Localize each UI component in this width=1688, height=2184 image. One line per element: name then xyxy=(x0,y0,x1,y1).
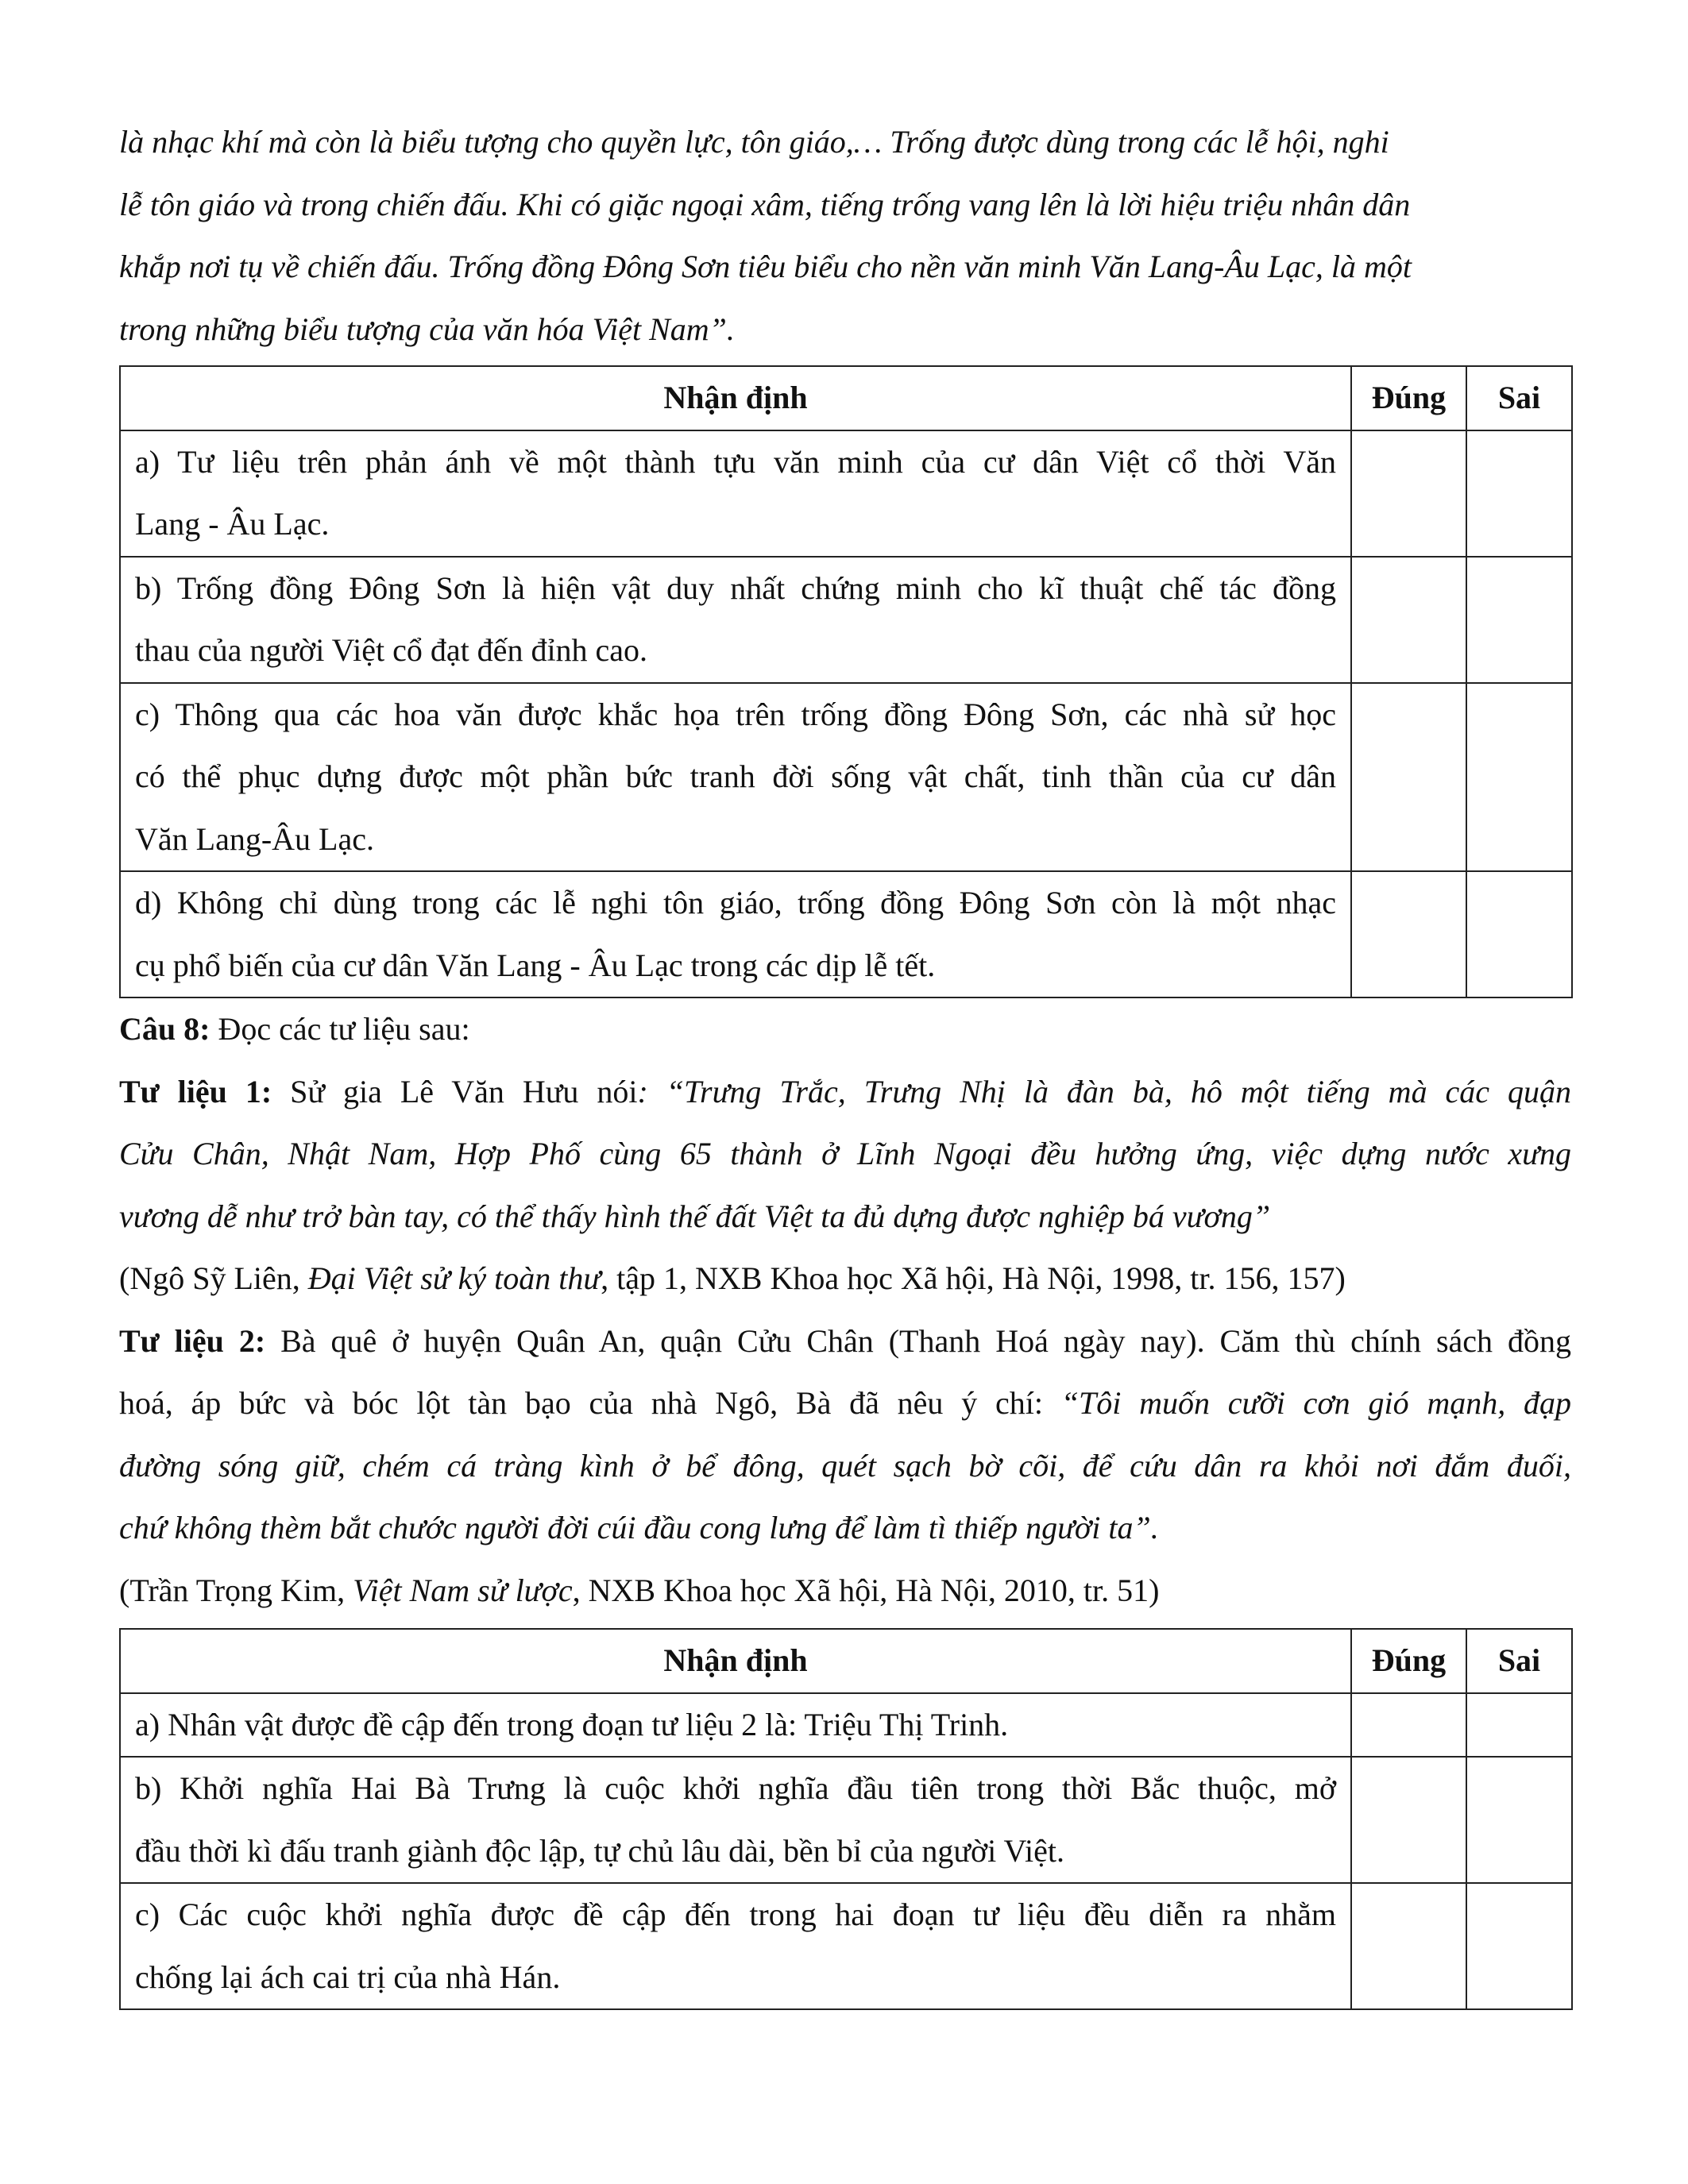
statement-line: chống lại ách cai trị của nhà Hán. xyxy=(135,1958,561,1995)
statement-line: có thể phục dựng được một phần bức tranh đời sống vật chất, tinh thần của cư dân xyxy=(135,758,1336,794)
statement-line: a) Tư liệu trên phản ánh về một thành tựu văn minh của cư dân Việt cổ thời Văn xyxy=(135,443,1336,480)
intro-line: trong những biểu tượng của văn hóa Việt Nam”. xyxy=(119,311,735,347)
true-answer-cell[interactable] xyxy=(1351,1883,1466,2009)
statement-line: Lang - Âu Lạc. xyxy=(135,506,330,542)
false-answer-cell[interactable] xyxy=(1466,1883,1572,2009)
true-answer-cell[interactable] xyxy=(1351,683,1466,872)
statement-line: c) Thông qua các hoa văn được khắc họa trên trống đồng Đông Sơn, các nhà sử học xyxy=(135,696,1336,732)
question-8 xyxy=(119,998,1571,1061)
source-2-citation xyxy=(119,1560,1571,1623)
true-answer-cell[interactable] xyxy=(1351,1693,1466,1758)
statement-cell xyxy=(120,871,1351,997)
table-row xyxy=(120,1883,1572,2009)
source-1-intro: Sử gia Lê Văn Hưu nói xyxy=(272,1073,638,1109)
statement-cell xyxy=(120,1883,1351,2009)
source-1-label: Tư liệu 1: xyxy=(119,1073,272,1109)
intro-paragraph xyxy=(119,111,1571,361)
question-text: Đọc các tư liệu sau: xyxy=(210,1011,470,1047)
document-page xyxy=(119,111,1571,2010)
source-1 xyxy=(119,1061,1571,1310)
table-header-row xyxy=(120,1629,1572,1693)
citation-author: (Ngô Sỹ Liên, xyxy=(119,1260,308,1296)
source-1-quote-line: Cửu Chân, Nhật Nam, Hợp Phố cùng 65 thành ở Lĩnh Ngoại đều hưởng ứng, việc dựng nước xưng xyxy=(119,1136,1571,1171)
source-2-quote: “Tôi muốn cưỡi cơn gió mạnh, đạp xyxy=(1060,1385,1571,1421)
false-answer-cell[interactable] xyxy=(1466,871,1572,997)
table-row xyxy=(120,1693,1572,1758)
source-2-quote-line: đường sóng giữ, chém cá tràng kình ở bể đông, quét sạch bờ cõi, để cứu dân ra khỏi nơi đắm đuối, xyxy=(119,1447,1571,1484)
source-1-line xyxy=(119,1061,1571,1124)
statement-table-1 xyxy=(119,365,1573,998)
source-2-label: Tư liệu 2: xyxy=(119,1322,266,1359)
statement-line: b) Trống đồng Đông Sơn là hiện vật duy nhất chứng minh cho kĩ thuật chế tác đồng xyxy=(135,569,1336,606)
false-answer-cell[interactable] xyxy=(1466,1693,1572,1758)
table-header-row xyxy=(120,366,1572,430)
citation-title: Đại Việt sử ký toàn thư xyxy=(307,1260,601,1296)
false-answer-cell[interactable] xyxy=(1466,683,1572,872)
table-row xyxy=(120,430,1572,557)
header-statement: Nhận định xyxy=(120,1629,1351,1693)
statement-cell xyxy=(120,557,1351,683)
true-answer-cell[interactable] xyxy=(1351,871,1466,997)
header-true: Đúng xyxy=(1351,1629,1466,1693)
intro-line: là nhạc khí mà còn là biểu tượng cho quyền lực, tôn giáo,… Trống được dùng trong các lễ hội, nghi xyxy=(119,124,1389,160)
statement-line: cụ phổ biến của cư dân Văn Lang - Âu Lạc trong các dịp lễ tết. xyxy=(135,947,936,983)
true-answer-cell[interactable] xyxy=(1351,557,1466,683)
source-1-colon: : xyxy=(637,1073,666,1109)
header-true: Đúng xyxy=(1351,366,1466,430)
statement-table-2 xyxy=(119,1628,1573,2010)
statement-cell xyxy=(120,683,1351,872)
question-label: Câu 8: xyxy=(119,1011,211,1047)
citation-title: Việt Nam sử lược xyxy=(353,1572,573,1608)
table-row xyxy=(120,871,1572,997)
header-statement: Nhận định xyxy=(120,366,1351,430)
header-false: Sai xyxy=(1466,366,1572,430)
intro-line: lễ tôn giáo và trong chiến đấu. Khi có giặc ngoại xâm, tiếng trống vang lên là lời hiệu triệu nhân dân xyxy=(119,186,1411,222)
table-row xyxy=(120,683,1572,872)
statement-line: d) Không chỉ dùng trong các lễ nghi tôn giáo, trống đồng Đông Sơn còn là một nhạc xyxy=(135,885,1336,920)
statement-line: a) Nhân vật được đề cập đến trong đoạn tư liệu 2 là: Triệu Thị Trinh. xyxy=(135,1706,1009,1742)
statement-line: thau của người Việt cổ đạt đến đỉnh cao. xyxy=(135,632,648,668)
statement-cell xyxy=(120,430,1351,557)
false-answer-cell[interactable] xyxy=(1466,557,1572,683)
statement-cell xyxy=(120,1693,1351,1758)
source-2 xyxy=(119,1310,1571,1623)
source-1-quote: “Trưng Trắc, Trưng Nhị là đàn bà, hô một tiếng mà các quận xyxy=(666,1073,1571,1109)
source-2-text: Bà quê ở huyện Quân An, quận Cửu Chân (Thanh Hoá ngày nay). Căm thù chính sách đồng xyxy=(265,1322,1571,1359)
source-2-line xyxy=(119,1310,1571,1373)
statement-line: Văn Lang-Âu Lạc. xyxy=(135,820,374,857)
table-row xyxy=(120,1757,1572,1883)
intro-line: khắp nơi tụ về chiến đấu. Trống đồng Đông Sơn tiêu biểu cho nền văn minh Văn Lang-Âu Lạc, là một xyxy=(119,249,1412,284)
citation-author: (Trần Trọng Kim, xyxy=(119,1572,353,1608)
source-2-line xyxy=(119,1372,1571,1435)
true-answer-cell[interactable] xyxy=(1351,1757,1466,1883)
false-answer-cell[interactable] xyxy=(1466,1757,1572,1883)
source-2-quote-line: chứ không thèm bắt chước người đời cúi đầu cong lưng để làm tì thiếp người ta”. xyxy=(119,1510,1159,1545)
citation-details: , tập 1, NXB Khoa học Xã hội, Hà Nội, 1998, tr. 156, 157) xyxy=(601,1260,1346,1296)
header-false: Sai xyxy=(1466,1629,1572,1693)
false-answer-cell[interactable] xyxy=(1466,430,1572,557)
statement-line: đầu thời kì đấu tranh giành độc lập, tự chủ lâu dài, bền bỉ của người Việt. xyxy=(135,1832,1065,1869)
citation-details: , NXB Khoa học Xã hội, Hà Nội, 2010, tr. 51) xyxy=(572,1572,1160,1608)
statement-line: c) Các cuộc khởi nghĩa được đề cập đến trong hai đoạn tư liệu đều diễn ra nhằm xyxy=(135,1897,1336,1932)
statement-line: b) Khởi nghĩa Hai Bà Trưng là cuộc khởi nghĩa đầu tiên trong thời Bắc thuộc, mở xyxy=(135,1770,1336,1806)
true-answer-cell[interactable] xyxy=(1351,430,1466,557)
source-1-citation xyxy=(119,1248,1571,1310)
table-row xyxy=(120,557,1572,683)
source-1-quote-line: vương dễ như trở bàn tay, có thể thấy hình thế đất Việt ta đủ dựng được nghiệp bá vương” xyxy=(119,1198,1271,1234)
source-2-text: hoá, áp bức và bóc lột tàn bạo của nhà Ngô, Bà đã nêu ý chí: xyxy=(119,1385,1061,1421)
statement-cell xyxy=(120,1757,1351,1883)
